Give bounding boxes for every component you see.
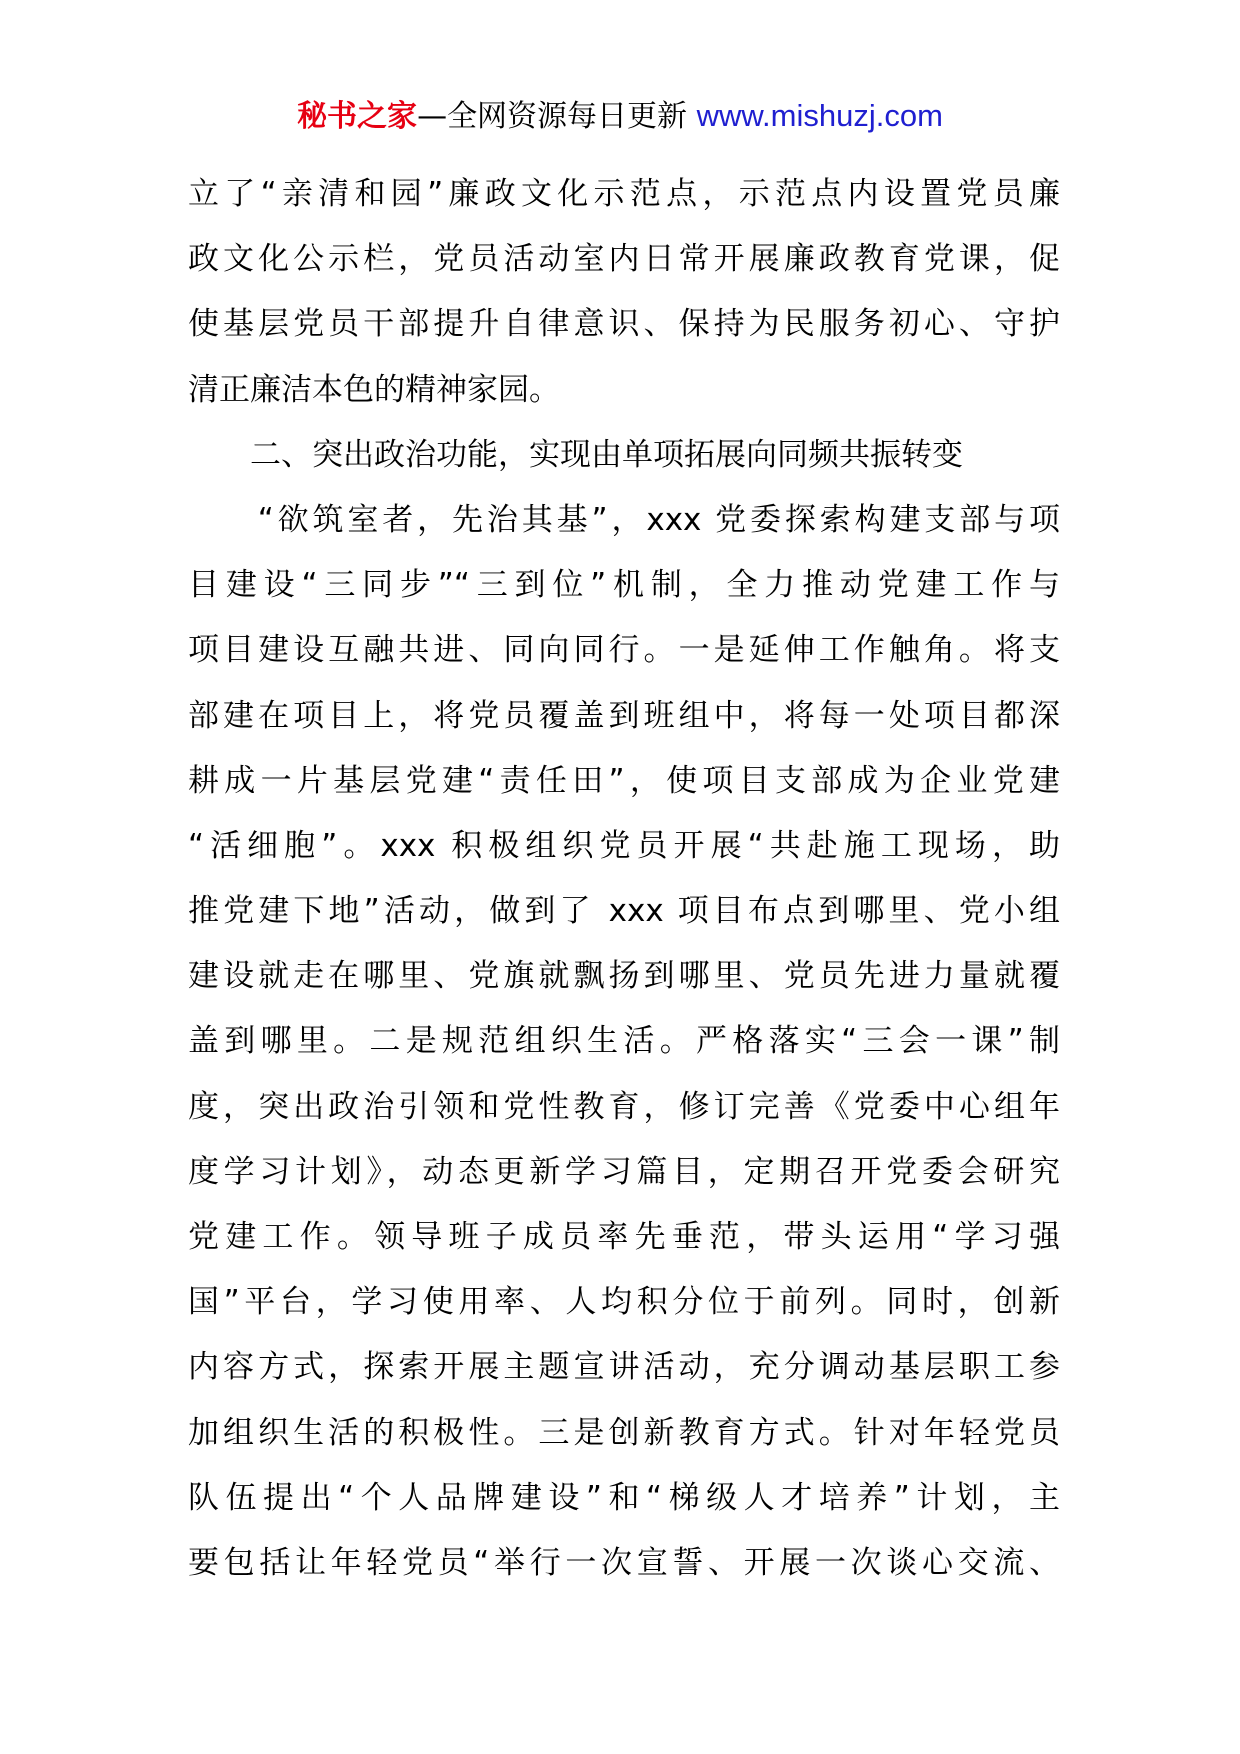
text-line: 要包括让年轻党员“举行一次宣誓、开展一次谈心交流、 xyxy=(188,1544,1060,1581)
text-line: 队伍提出“个人品牌建设”和“梯级人才培养”计划，主 xyxy=(188,1479,1060,1516)
text-line: 党建工作。领导班子成员率先垂范，带头运用“学习强 xyxy=(188,1219,1060,1255)
document-body xyxy=(188,162,1060,1596)
site-header xyxy=(0,96,1240,137)
brand-name: 秘书之家 xyxy=(297,99,418,134)
text-line: 清正廉洁本色的精神家园。 xyxy=(188,371,560,408)
text-line: 使基层党员干部提升自律意识、保持为民服务初心、守护 xyxy=(188,306,1060,343)
text-line: 立了“亲清和园”廉政文化示范点，示范点内设置党员廉 xyxy=(188,176,1060,212)
text-line: 耕成一片基层党建“责任田”，使项目支部成为企业党建 xyxy=(188,762,1060,799)
text-line: 目建设“三同步”“三到位”机制，全力推动党建工作与 xyxy=(188,567,1060,604)
text-line: 推党建下地”活动，做到了 xxx 项目布点到哪里、党小组 xyxy=(188,893,1060,930)
text-line: 度学习计划》，动态更新学习篇目，定期召开党委会研究 xyxy=(188,1153,1060,1190)
text-line: 部建在项目上，将党员覆盖到班组中，将每一处项目都深 xyxy=(188,697,1060,734)
site-url[interactable]: www.mishuzj.com xyxy=(696,98,943,133)
text-line: “活细胞”。xxx 积极组织党员开展“共赴施工现场，助 xyxy=(188,827,1060,864)
text-line: 盖到哪里。二是规范组织生活。严格落实“三会一课”制 xyxy=(188,1023,1060,1060)
section-heading: 二、突出政治功能，实现由单项拓展向同频共振转变 xyxy=(188,436,963,473)
text-line: 建设就走在哪里、党旗就飘扬到哪里、党员先进力量就覆 xyxy=(188,958,1060,995)
text-line: 国”平台，学习使用率、人均积分位于前列。同时，创新 xyxy=(188,1284,1060,1321)
text-line: 项目建设互融共进、同向同行。一是延伸工作触角。将支 xyxy=(188,632,1060,669)
text-line: 政文化公示栏，党员活动室内日常开展廉政教育党课，促 xyxy=(188,241,1060,278)
text-line: 加组织生活的积极性。三是创新教育方式。针对年轻党员 xyxy=(188,1414,1060,1451)
text-line: “欲筑室者，先治其基”，xxx 党委探索构建支部与项 xyxy=(188,501,1060,538)
text-line: 内容方式，探索开展主题宣讲活动，充分调动基层职工参 xyxy=(188,1349,1060,1386)
text-line: 度，突出政治引领和党性教育，修订完善《党委中心组年 xyxy=(188,1088,1060,1125)
header-tagline: —全网资源每日更新 xyxy=(417,99,697,134)
